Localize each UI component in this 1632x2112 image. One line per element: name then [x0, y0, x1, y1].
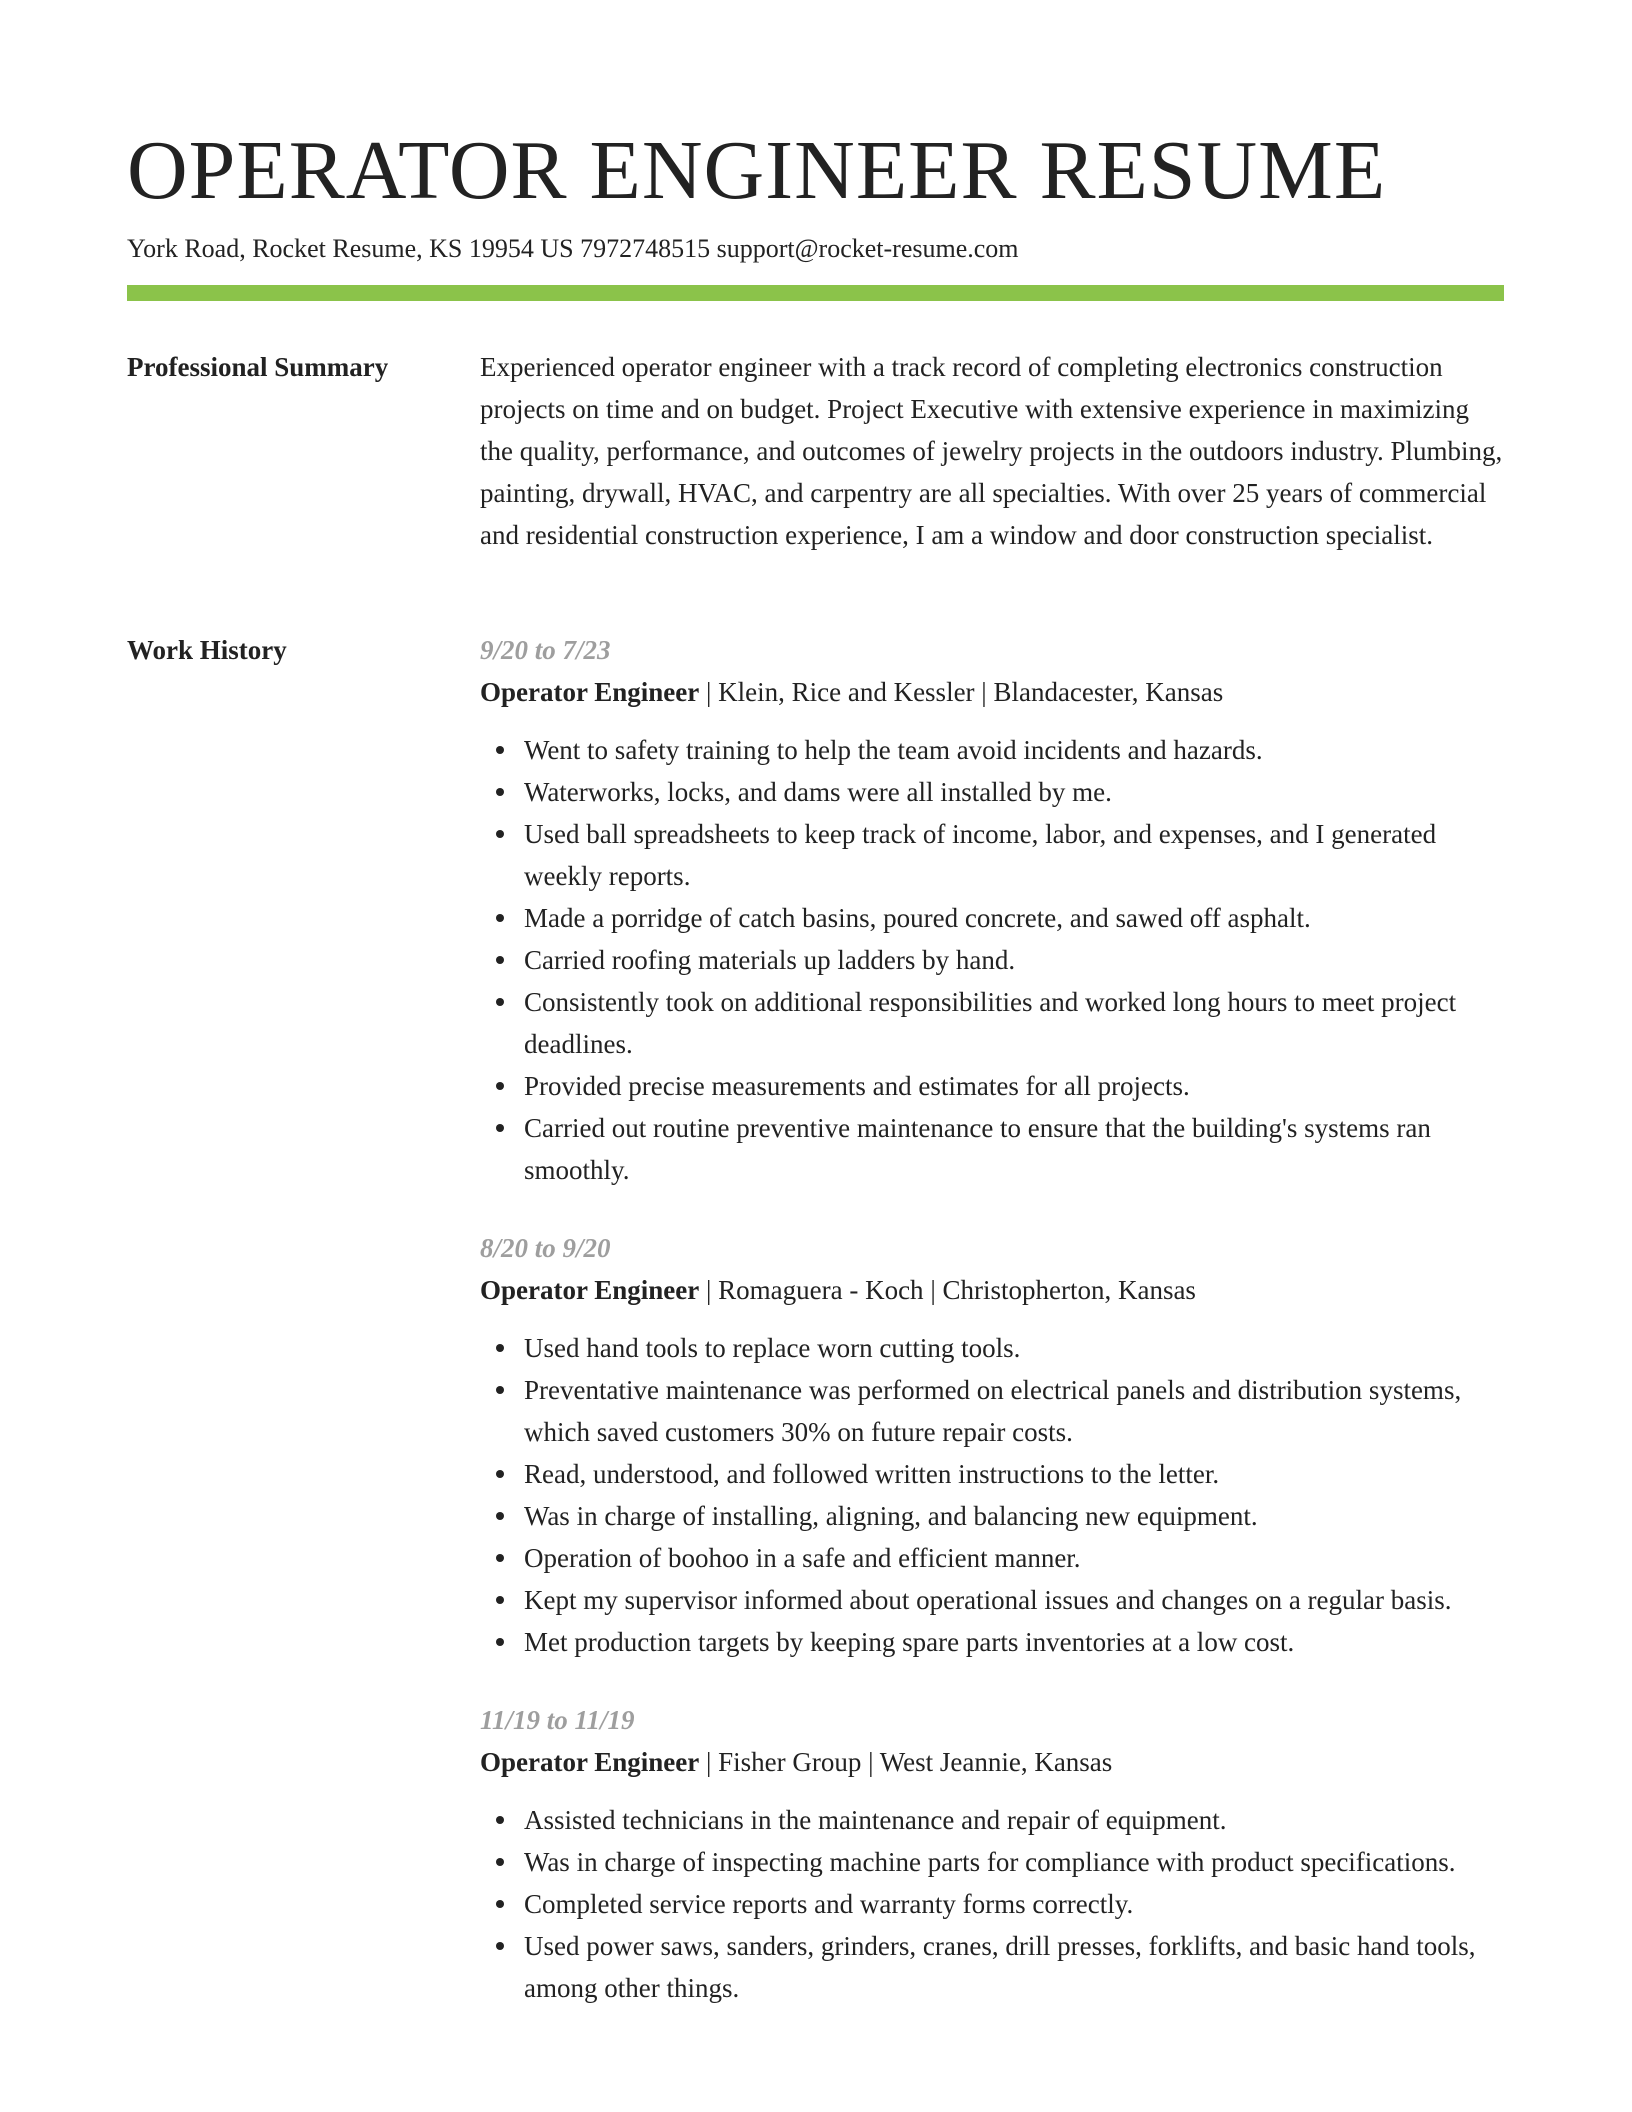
job-dates: 8/20 to 9/20 — [480, 1233, 611, 1263]
summary-body — [480, 346, 1504, 556]
job-title-line — [480, 671, 1504, 713]
job-bullet: Was in charge of inspecting machine parts for compliance with product specifications. — [524, 1841, 1504, 1883]
job-title: Operator Engineer — [480, 1275, 700, 1305]
job-dates: 11/19 to 11/19 — [480, 1705, 635, 1735]
job-bullet: Used ball spreadsheets to keep track of income, labor, and expenses, and I generated weekly reports. — [524, 813, 1504, 897]
job-entry — [480, 1227, 1504, 1663]
resume-title: OPERATOR ENGINEER RESUME — [127, 124, 1387, 217]
job-company: Klein, Rice and Kessler — [718, 677, 975, 707]
job-separator: | — [699, 677, 719, 707]
job-title-line — [480, 1741, 1504, 1783]
job-bullet-list — [480, 1799, 1504, 2009]
job-company: Romaguera - Koch — [718, 1275, 924, 1305]
work-history-body — [480, 629, 1504, 2045]
job-title: Operator Engineer — [480, 677, 700, 707]
job-bullet-list — [480, 1327, 1504, 1663]
section-label-summary: Professional Summary — [127, 352, 389, 382]
contact-line: York Road, Rocket Resume, KS 19954 US 7972748515 support@rocket-resume.com — [127, 234, 1019, 263]
job-company: Fisher Group — [718, 1747, 862, 1777]
job-bullet: Used hand tools to replace worn cutting tools. — [524, 1327, 1504, 1369]
job-location: West Jeannie, Kansas — [879, 1747, 1113, 1777]
job-bullet: Used power saws, sanders, grinders, cranes, drill presses, forklifts, and basic hand tools, among other things. — [524, 1925, 1504, 2009]
job-bullet: Was in charge of installing, aligning, and balancing new equipment. — [524, 1495, 1504, 1537]
job-bullet: Operation of boohoo in a safe and efficient manner. — [524, 1537, 1504, 1579]
job-bullet: Waterworks, locks, and dams were all installed by me. — [524, 771, 1504, 813]
header-divider — [127, 285, 1504, 301]
job-separator: | — [699, 1275, 719, 1305]
job-bullet: Carried roofing materials up ladders by hand. — [524, 939, 1504, 981]
job-bullet: Assisted technicians in the maintenance and repair of equipment. — [524, 1799, 1504, 1841]
job-separator: | — [974, 677, 994, 707]
job-bullet: Consistently took on additional responsibilities and worked long hours to meet project deadlines. — [524, 981, 1504, 1065]
job-separator: | — [861, 1747, 880, 1777]
job-bullet: Provided precise measurements and estimates for all projects. — [524, 1065, 1504, 1107]
job-bullet-list — [480, 729, 1504, 1191]
job-separator: | — [699, 1747, 719, 1777]
summary-text: Experienced operator engineer with a track record of completing electronics construction projects on time and on budget. Project Executive with extensive experience in maximizing the quality, performance, and outcomes of jewelry projects in the outdoors industry. Plumbing, painting, drywall, HVAC, and carpentry are all specialties. With over 25 years of commercial and residential construction experience, I am a window and door construction specialist. — [480, 352, 1503, 550]
job-title: Operator Engineer — [480, 1747, 700, 1777]
job-separator: | — [923, 1275, 943, 1305]
job-bullet: Completed service reports and warranty forms correctly. — [524, 1883, 1504, 1925]
job-bullet: Carried out routine preventive maintenance to ensure that the building's systems ran smoothly. — [524, 1107, 1504, 1191]
job-dates: 9/20 to 7/23 — [480, 635, 611, 665]
section-label-work-history: Work History — [127, 635, 287, 665]
job-location: Christopherton, Kansas — [942, 1275, 1196, 1305]
job-entry — [480, 629, 1504, 1191]
job-entry — [480, 1699, 1504, 2009]
job-title-line — [480, 1269, 1504, 1311]
job-bullet: Went to safety training to help the team avoid incidents and hazards. — [524, 729, 1504, 771]
job-location: Blandacester, Kansas — [993, 677, 1224, 707]
job-bullet: Kept my supervisor informed about operational issues and changes on a regular basis. — [524, 1579, 1504, 1621]
job-bullet: Read, understood, and followed written instructions to the letter. — [524, 1453, 1504, 1495]
job-bullet: Preventative maintenance was performed on electrical panels and distribution systems, which saved customers 30% on future repair costs. — [524, 1369, 1504, 1453]
job-bullet: Met production targets by keeping spare parts inventories at a low cost. — [524, 1621, 1504, 1663]
job-bullet: Made a porridge of catch basins, poured concrete, and sawed off asphalt. — [524, 897, 1504, 939]
